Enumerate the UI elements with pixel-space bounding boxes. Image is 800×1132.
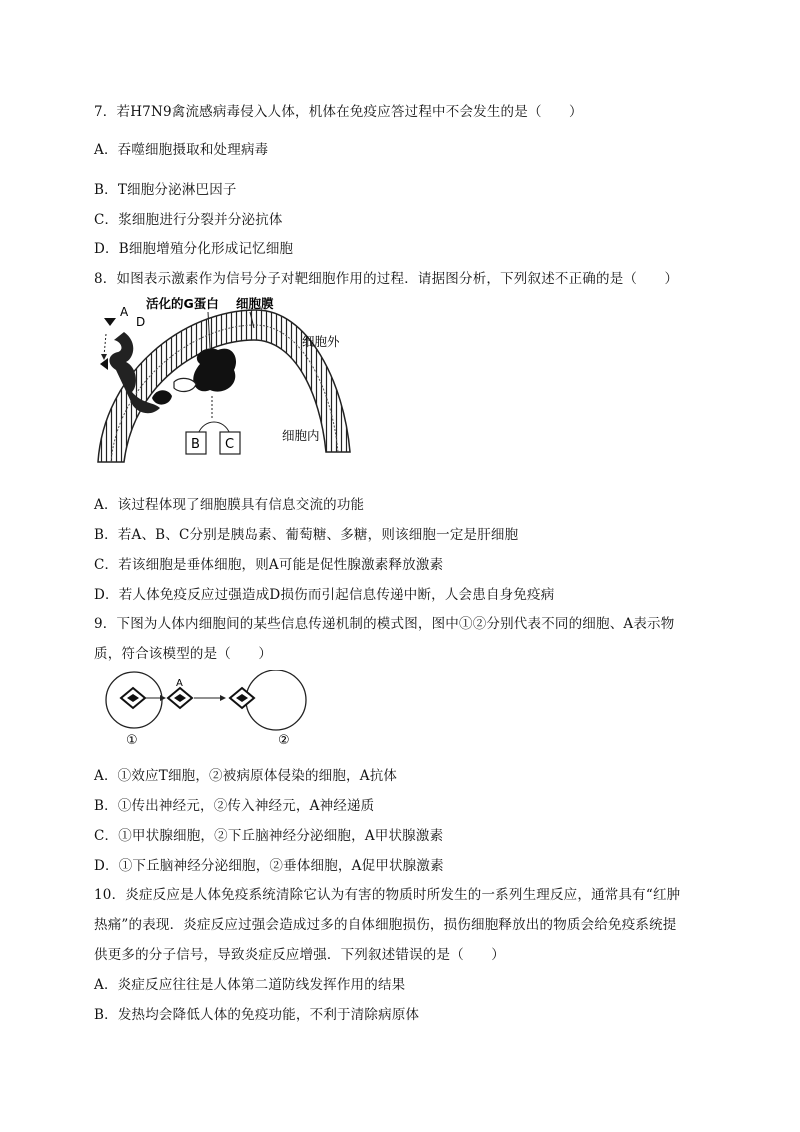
question-7-option-b: B．T细胞分泌淋巴因子 <box>94 182 237 198</box>
label-d: D <box>136 315 146 329</box>
cell-2-label: ② <box>278 733 290 748</box>
question-10-stem-line3: 供更多的分子信号，导致炎症反应增强．下列叙述错误的是（ ） <box>94 947 505 963</box>
question-7-stem: 7．若H7N9禽流感病毒侵入人体，机体在免疫应答过程中不会发生的是（ ） <box>94 104 583 120</box>
label-membrane: 细胞膜 <box>236 296 274 311</box>
question-10-stem-line1: 10．炎症反应是人体免疫系统清除它认为有害的物质时所发生的一系列生理反应，通常具有“红肿 <box>94 887 681 903</box>
substance-a-label: A <box>176 678 183 689</box>
question-7-option-d: D．B细胞增殖分化形成记忆细胞 <box>94 241 294 257</box>
question-9-option-d: D．①下丘脑神经分泌细胞，②垂体细胞，A促甲状腺激素 <box>94 858 444 874</box>
hormone-signal-figure <box>94 292 356 464</box>
question-9-option-b: B．①传出神经元，②传入神经元，A神经递质 <box>94 798 375 814</box>
label-a: A <box>120 305 129 319</box>
question-9-option-a: A．①效应T细胞，②被病原体侵染的细胞，A抗体 <box>94 768 398 784</box>
cell-2-shape <box>246 670 306 730</box>
question-8-option-c: C．若该细胞是垂体细胞，则A可能是促性腺激素释放激素 <box>94 557 444 573</box>
question-10-option-a: A．炎症反应往往是人体第二道防线发挥作用的结果 <box>94 977 406 993</box>
box-c-label: C <box>225 437 235 452</box>
question-8-option-d: D．若人体免疫反应过强造成D损伤而引起信息传递中断，人会患自身免疫病 <box>94 587 555 603</box>
question-8-stem: 8．如图表示激素作为信号分子对靶细胞作用的过程．请据图分析，下列叙述不正确的是（ ） <box>94 271 679 287</box>
question-9-stem-line2: 质，符合该模型的是（ ） <box>94 646 273 662</box>
g-protein-shape <box>193 348 236 391</box>
label-inside: 细胞内 <box>282 428 320 443</box>
label-outside: 细胞外 <box>302 334 340 349</box>
cell-signal-model-figure <box>96 670 314 750</box>
question-8-option-b: B．若A、B、C分别是胰岛素、葡萄糖、多糖，则该细胞一定是肝细胞 <box>94 527 519 543</box>
question-9-option-c: C．①甲状腺细胞，②下丘脑神经分泌细胞，A甲状腺激素 <box>94 828 444 844</box>
hormone-a-triangle <box>104 318 116 326</box>
label-g-protein: 活化的G蛋白 <box>146 296 219 311</box>
cell-1-label: ① <box>126 733 138 748</box>
question-10-stem-line2: 热痛”的表现．炎症反应过强会造成过多的自体细胞损伤，损伤细胞释放出的物质会给免疫系统提 <box>94 917 677 933</box>
question-8-option-a: A．该过程体现了细胞膜具有信息交流的功能 <box>94 497 365 513</box>
question-7-option-c: C．浆细胞进行分裂并分泌抗体 <box>94 212 283 228</box>
box-b-label: B <box>191 437 200 452</box>
question-7-option-a: A．吞噬细胞摄取和处理病毒 <box>94 142 269 158</box>
question-10-option-b: B．发热均会降低人体的免疫功能，不利于清除病原体 <box>94 1007 420 1023</box>
question-9-stem-line1: 9．下图为人体内细胞间的某些信息传递机制的模式图，图中①②分别代表不同的细胞、A表示物 <box>94 616 675 632</box>
